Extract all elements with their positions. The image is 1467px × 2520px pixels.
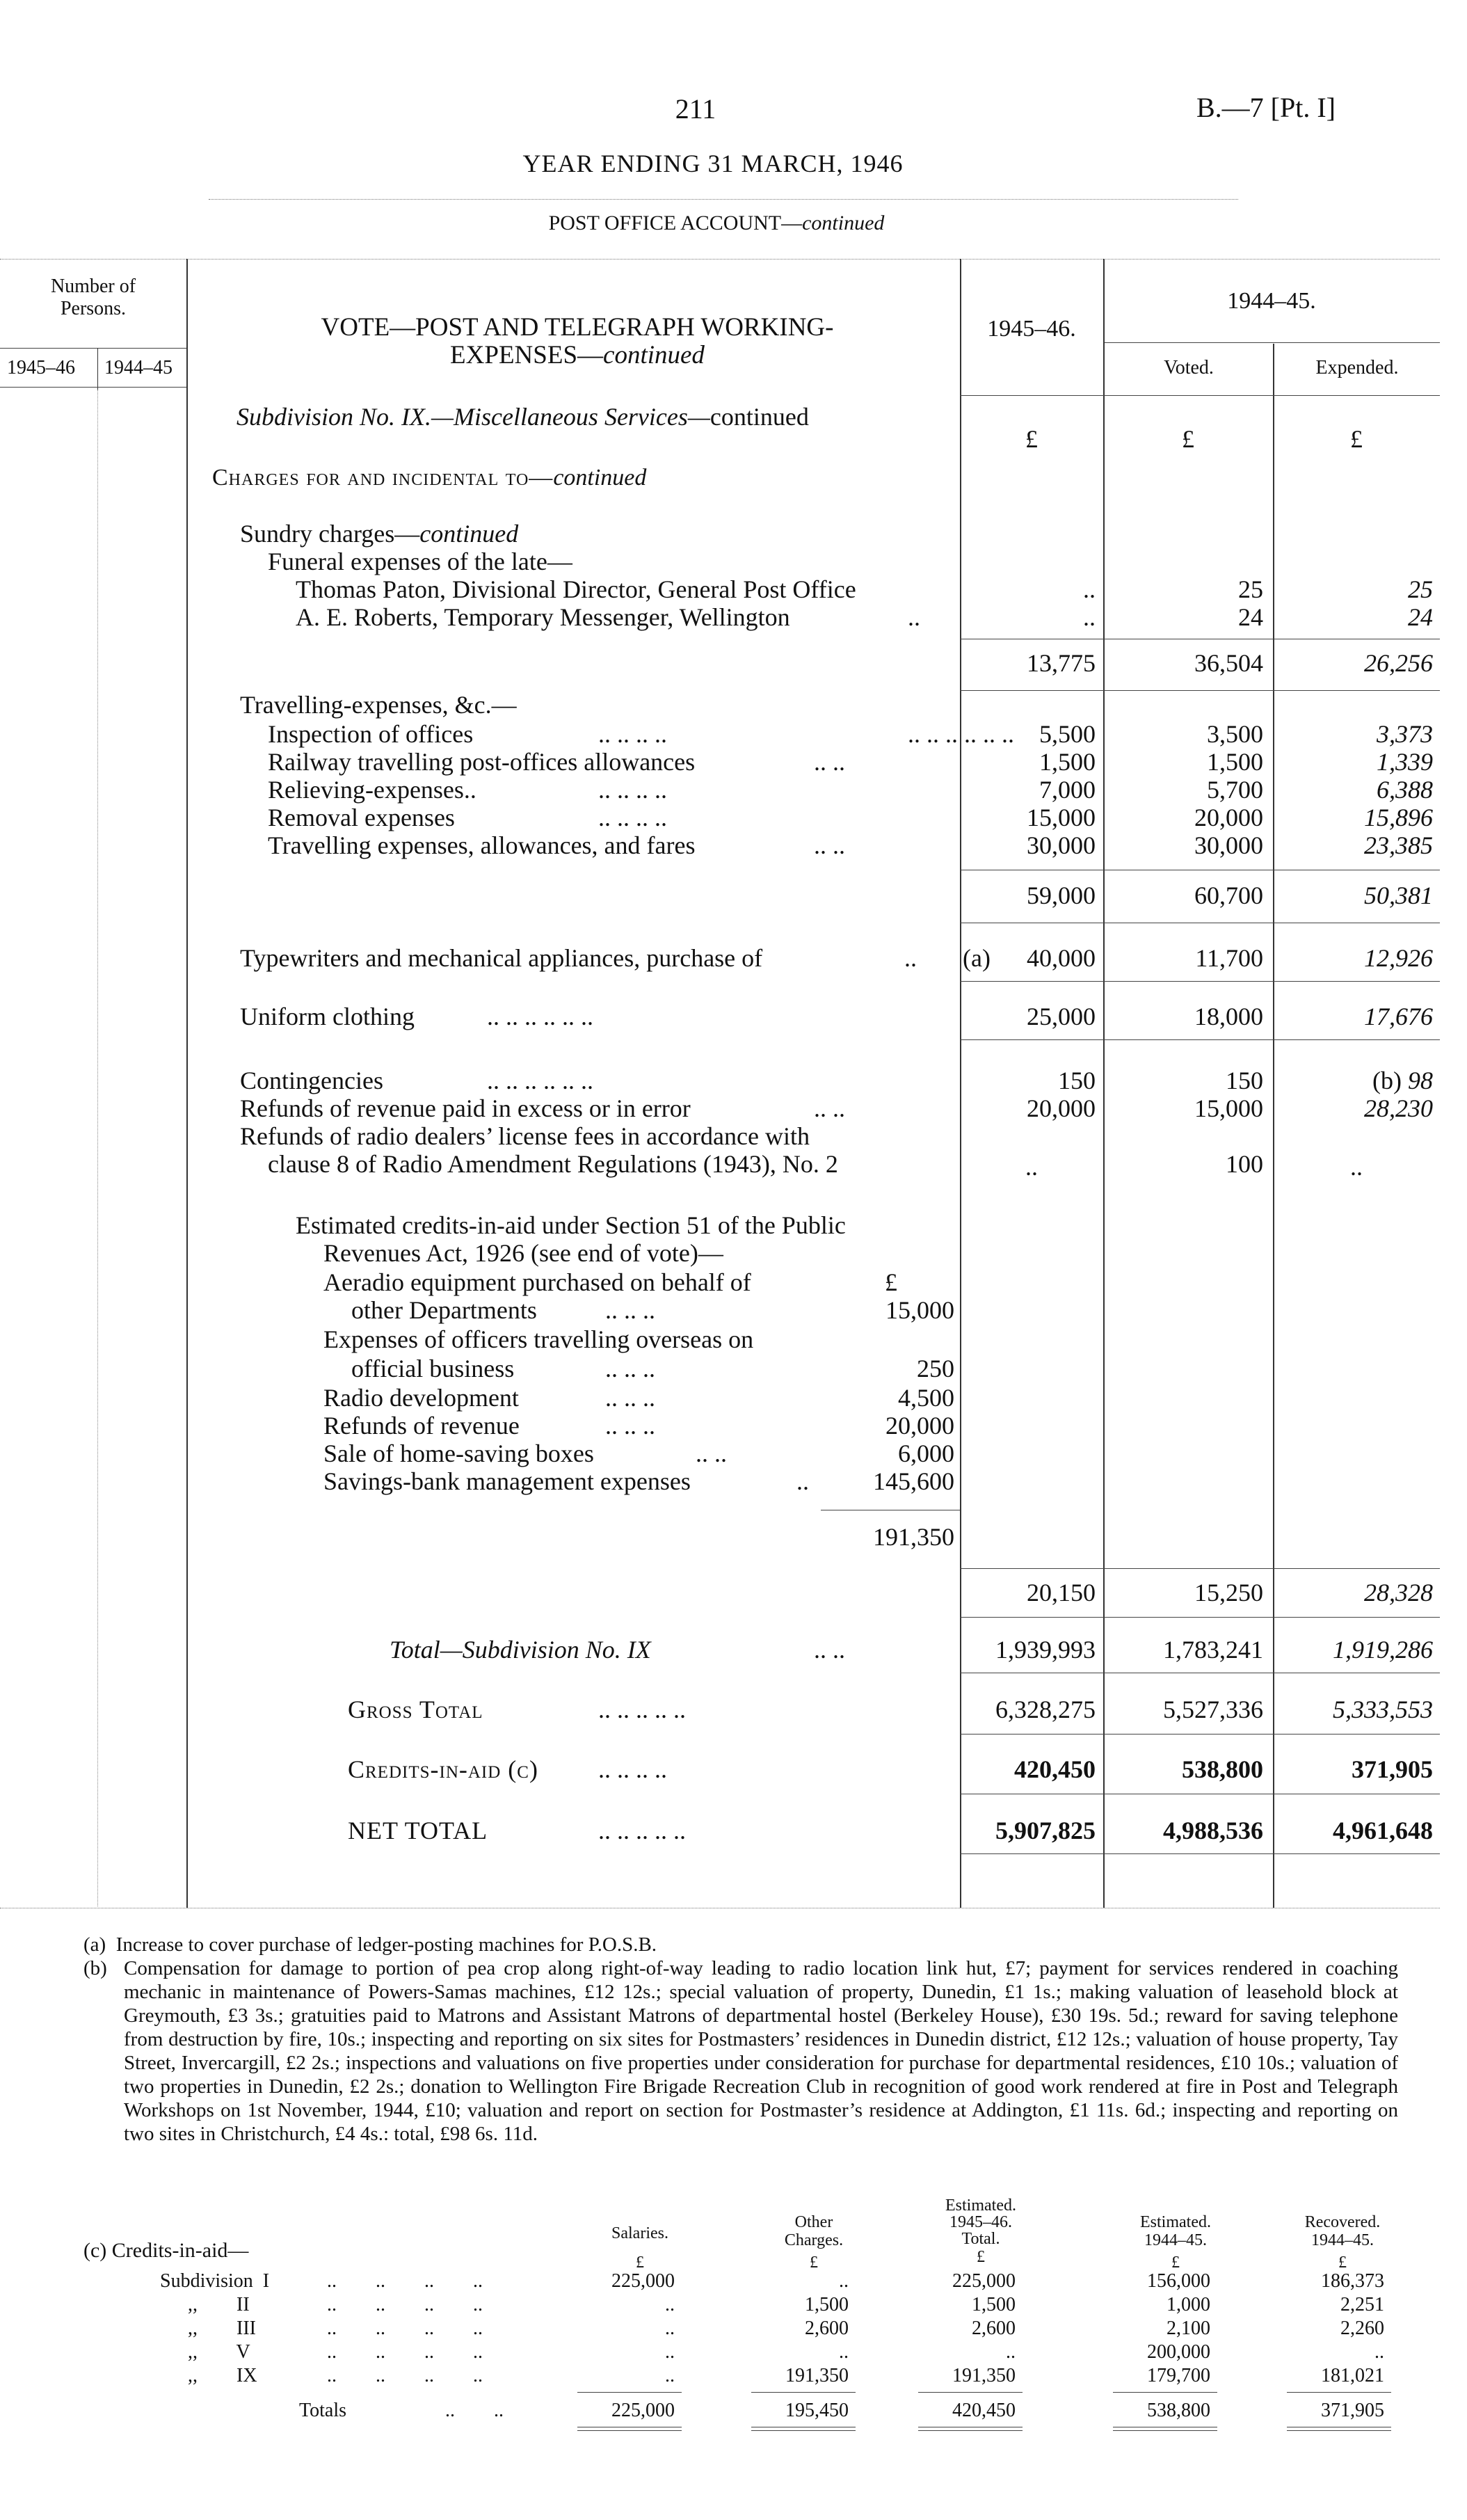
leader-dots: ..: [904, 944, 917, 972]
travelling-row-voted: 3,500: [1207, 720, 1263, 748]
document-reference: B.—7 [Pt. I]: [1196, 92, 1336, 123]
credits-header-est46-3: Total.: [961, 2230, 1000, 2248]
credits-row-rec: 186,373: [1321, 2270, 1384, 2292]
leader-dots: ..: [908, 603, 920, 631]
leader-dots: .. .. .. ..: [327, 2270, 483, 2292]
credits-box-total: 191,350: [873, 1523, 954, 1551]
contingencies-1945: 150: [1058, 1067, 1096, 1094]
travelling-row-label: Relieving-expenses..: [268, 776, 476, 804]
leader-dots: .. ..: [814, 1636, 845, 1664]
gross-total-expended: 5,333,553: [1333, 1696, 1433, 1723]
credits-currency: £: [885, 1268, 897, 1296]
travelling-subtotal-expended: 50,381: [1364, 882, 1433, 909]
credits-intro-line2: Revenues Act, 1926 (see end of vote)—: [323, 1239, 723, 1267]
page-number: 211: [675, 93, 716, 125]
leader-dots: .. .. .. ..: [327, 2365, 483, 2386]
credits-table-title: (c) Credits-in-aid—: [83, 2239, 249, 2262]
officers-line1: Expenses of officers travelling overseas on: [323, 1325, 754, 1353]
credits-total-rule: [577, 2392, 682, 2393]
aeradio-value: 15,000: [885, 1296, 954, 1324]
leader-dots: .. .. .. ..: [327, 2294, 483, 2315]
subtotal-rule: [960, 1617, 1440, 1618]
credits-header-salaries: Salaries.: [611, 2224, 668, 2242]
credits-row-label: ,, V: [188, 2341, 250, 2363]
subdivision-total-expended: 1,919,286: [1333, 1636, 1433, 1664]
header-voted: Voted.: [1164, 357, 1214, 378]
travelling-row-voted: 5,700: [1207, 776, 1263, 804]
credits-in-aid-label: Credits-in-aid (c): [348, 1755, 538, 1783]
sundry-row-1945: ..: [1083, 575, 1096, 603]
subtotal-rule: [960, 690, 1440, 691]
credits-in-aid-voted: 538,800: [1182, 1755, 1263, 1783]
credits-row-label: ,, IX: [188, 2365, 257, 2386]
credit-item-value: 6,000: [898, 1440, 954, 1467]
group-total-1945: 20,150: [1027, 1579, 1096, 1606]
credits-currency: £: [1171, 2254, 1180, 2272]
credits-totals-rec: 371,905: [1321, 2400, 1384, 2421]
credits-totals-label: Totals: [299, 2400, 347, 2421]
gross-total-voted: 5,527,336: [1163, 1696, 1263, 1723]
subdivision-total-voted: 1,783,241: [1163, 1636, 1263, 1664]
credits-header-est45-1: Estimated.: [1140, 2213, 1211, 2231]
footnote-b-mark: (b): [83, 1957, 107, 1979]
travelling-row-1945: 5,500: [1039, 720, 1096, 748]
credits-header-est46-2: 1945–46.: [949, 2213, 1012, 2231]
group-total-voted: 15,250: [1194, 1579, 1263, 1606]
footnote-ref-a: (a): [963, 944, 991, 972]
gross-total-1945: 6,328,275: [995, 1696, 1096, 1723]
persons-year-prev: 1944–45: [104, 357, 173, 378]
radio-refunds-voted: 100: [1226, 1150, 1263, 1178]
credits-currency: £: [636, 2254, 644, 2272]
header-rule: [209, 199, 1238, 200]
credits-row-rec: 181,021: [1321, 2365, 1384, 2386]
credit-item-value: 145,600: [873, 1467, 954, 1495]
credits-row-salaries: ..: [665, 2365, 675, 2386]
credits-row-est46: 1,500: [972, 2294, 1016, 2315]
credits-double-rule: [1287, 2427, 1391, 2431]
credits-header-rec-2: 1944–45.: [1311, 2231, 1374, 2249]
credits-row-other: ..: [839, 2341, 849, 2363]
credit-item-label: Savings-bank management expenses: [323, 1467, 691, 1495]
credits-row-rec: 2,260: [1340, 2318, 1384, 2339]
credits-row-est45: 179,700: [1147, 2365, 1210, 2386]
sundry-subtotal-voted: 36,504: [1194, 649, 1263, 677]
refunds-expended: 28,230: [1364, 1094, 1433, 1122]
typewriters-label: Typewriters and mechanical appliances, purchase of: [240, 944, 763, 972]
sundry-subtotal-1945: 13,775: [1027, 649, 1096, 677]
net-total-label: NET TOTAL: [348, 1817, 488, 1844]
credits-row-salaries: ..: [665, 2294, 675, 2315]
leader-dots: .. .. ..: [605, 1296, 655, 1324]
leader-dots: .. .. ..: [605, 1412, 655, 1440]
travelling-row-1945: 15,000: [1027, 804, 1096, 831]
contingencies-voted: 150: [1226, 1067, 1263, 1094]
credits-row-other: ..: [839, 2270, 849, 2292]
credits-currency: £: [1338, 2254, 1347, 2272]
uniform-1945: 25,000: [1027, 1003, 1096, 1030]
leader-dots: .. .. ..: [605, 1355, 655, 1382]
sundry-row-expended: 24: [1408, 603, 1433, 631]
credits-currency: £: [977, 2248, 985, 2266]
currency-expended: £: [1350, 425, 1363, 453]
travelling-row-1945: 1,500: [1039, 748, 1096, 776]
sundry-row-expended: 25: [1408, 575, 1433, 603]
credits-double-rule: [577, 2427, 682, 2431]
credits-total-rule: [1113, 2392, 1217, 2393]
travelling-row-label: Travelling expenses, allowances, and fares: [268, 831, 696, 859]
persons-year-rule: [0, 387, 186, 388]
officers-line2: official business: [351, 1355, 515, 1382]
credits-header-est46-1: Estimated.: [945, 2196, 1016, 2215]
currency-voted: £: [1182, 425, 1194, 453]
credits-header-other-1: Other: [794, 2213, 833, 2231]
radio-refunds-expended: ..: [1350, 1153, 1363, 1181]
persons-year-current: 1945–46: [7, 357, 75, 378]
credit-item-value: 20,000: [885, 1412, 954, 1440]
subdivision-total-label: Total—Subdivision No. IX: [390, 1636, 651, 1664]
credits-totals-est46: 420,450: [952, 2400, 1016, 2421]
credits-total-rule: [1287, 2392, 1391, 2393]
travelling-row-label: Removal expenses: [268, 804, 455, 831]
travelling-row-voted: 20,000: [1194, 804, 1263, 831]
travelling-row-expended: 15,896: [1364, 804, 1433, 831]
credits-row-rec: ..: [1374, 2341, 1384, 2363]
header-year-prev: 1944–45.: [1227, 288, 1316, 314]
sundry-row-voted: 24: [1238, 603, 1263, 631]
credits-totals-est45: 538,800: [1147, 2400, 1210, 2421]
leader-dots: .. .. .. ..: [598, 720, 667, 748]
credits-row-other: 1,500: [805, 2294, 849, 2315]
leader-dots: .. .. ..: [605, 1384, 655, 1412]
travelling-heading: Travelling-expenses, &c.—: [240, 691, 517, 719]
travelling-row-expended: 3,373: [1377, 720, 1433, 748]
refunds-1945: 20,000: [1027, 1094, 1096, 1122]
travelling-row-1945: 30,000: [1027, 831, 1096, 859]
uniform-expended: 17,676: [1364, 1003, 1433, 1030]
credits-row-rec: 2,251: [1340, 2294, 1384, 2315]
credits-double-rule: [1113, 2427, 1217, 2431]
credits-row-est45: 1,000: [1167, 2294, 1210, 2315]
radio-refunds-line2: clause 8 of Radio Amendment Regulations (1943), No. 2: [268, 1150, 838, 1178]
typewriters-expended: 12,926: [1364, 944, 1433, 972]
leader-dots: .. .. .. .. ..: [598, 1817, 686, 1844]
travelling-row-label: Inspection of offices: [268, 720, 474, 748]
subtotal-rule: [960, 1568, 1440, 1569]
contingencies-label: Contingencies: [240, 1067, 383, 1094]
gross-total-label: Gross Total: [348, 1696, 483, 1723]
credits-row-other: 2,600: [805, 2318, 849, 2339]
vote-title-line1: VOTE—POST AND TELEGRAPH WORKING-: [321, 313, 834, 342]
persons-dotted-rule: [97, 390, 98, 1906]
credits-row-est46: 2,600: [972, 2318, 1016, 2339]
credits-intro-line1: Estimated credits-in-aid under Section 51 of the Public: [296, 1211, 846, 1239]
credits-in-aid-expended: 371,905: [1352, 1755, 1433, 1783]
credits-row-est45: 200,000: [1147, 2341, 1210, 2363]
aeradio-line2: other Departments: [351, 1296, 537, 1324]
sundry-subtotal-expended: 26,256: [1364, 649, 1433, 677]
credits-header-other-2: Charges.: [784, 2231, 844, 2249]
sundry-row-voted: 25: [1238, 575, 1263, 603]
leader-dots: .. .. .. .. .. ..: [487, 1067, 593, 1094]
typewriters-voted: 11,700: [1195, 944, 1263, 972]
aeradio-line1: Aeradio equipment purchased on behalf of: [323, 1268, 751, 1296]
leader-dots: .. ..: [445, 2400, 504, 2421]
net-total-1945: 5,907,825: [995, 1817, 1096, 1844]
radio-refunds-1945: ..: [1025, 1153, 1038, 1181]
leader-dots: .. .. .. ..: [598, 804, 667, 831]
currency-1945: £: [1025, 425, 1038, 453]
sundry-row-label: Thomas Paton, Divisional Director, General Post Office: [296, 575, 856, 603]
header-bottom-rule: [960, 395, 1440, 396]
leader-dots: .. ..: [696, 1440, 727, 1467]
credits-row-label: Subdivision I: [160, 2270, 270, 2292]
credits-header-rec-1: Recovered.: [1304, 2213, 1381, 2231]
uniform-voted: 18,000: [1194, 1003, 1263, 1030]
travelling-subtotal-1945: 59,000: [1027, 882, 1096, 909]
persons-split-rule: [97, 348, 98, 390]
leader-dots: .. ..: [814, 748, 845, 776]
credit-item-label: Sale of home-saving boxes: [323, 1440, 594, 1467]
travelling-row-label: Railway travelling post-offices allowances: [268, 748, 696, 776]
credits-row-label: ,, III: [188, 2318, 256, 2339]
funeral-heading: Funeral expenses of the late—: [268, 548, 572, 575]
account-title: POST OFFICE ACCOUNT—continued: [548, 212, 885, 234]
contingencies-expended: (b) 98: [1372, 1067, 1433, 1094]
uniform-label: Uniform clothing: [240, 1003, 415, 1030]
refunds-voted: 15,000: [1194, 1094, 1263, 1122]
credits-totals-salaries: 225,000: [611, 2400, 675, 2421]
leader-dots: ..: [796, 1467, 809, 1495]
credits-totals-other: 195,450: [785, 2400, 849, 2421]
credits-row-est45: 2,100: [1167, 2318, 1210, 2339]
travelling-row-1945: 7,000: [1039, 776, 1096, 804]
travelling-row-expended: 23,385: [1364, 831, 1433, 859]
leader-dots: .. ..: [814, 831, 845, 859]
persons-column-rule: [186, 259, 188, 1908]
leader-dots: .. ..: [814, 1094, 845, 1122]
travelling-subtotal-voted: 60,700: [1194, 882, 1263, 909]
leader-dots: .. .. .. .. ..: [598, 1696, 686, 1723]
travelling-row-voted: 1,500: [1207, 748, 1263, 776]
credits-in-aid-1945: 420,450: [1014, 1755, 1096, 1783]
leader-dots: .. .. .. .. .. ..: [487, 1003, 593, 1030]
charges-heading: Charges for and incidental to—continued: [212, 465, 647, 491]
credits-currency: £: [810, 2254, 818, 2272]
sundry-row-label: A. E. Roberts, Temporary Messenger, Wellington: [296, 603, 790, 631]
officers-value: 250: [917, 1355, 954, 1382]
leader-dots: .. .. .. .. .. ..: [908, 720, 1014, 748]
footnote-a: (a) Increase to cover purchase of ledger-posting machines for P.O.S.B.: [83, 1933, 657, 1956]
persons-header: Number of Persons.: [50, 276, 136, 319]
credits-header-est45-2: 1944–45.: [1144, 2231, 1207, 2249]
table-top-rule: [0, 259, 1440, 260]
travelling-row-expended: 1,339: [1377, 748, 1433, 776]
credits-total-rule: [751, 2392, 856, 2393]
subdivision-heading: Subdivision No. IX.—Miscellaneous Services—continued: [237, 403, 809, 431]
year-title: YEAR ENDING 31 MARCH, 1946: [522, 150, 904, 177]
subtotal-rule: [960, 1734, 1440, 1735]
subtotal-rule: [960, 981, 1440, 982]
radio-refunds-line1: Refunds of radio dealers’ license fees in accordance with: [240, 1122, 810, 1150]
header-expended: Expended.: [1315, 357, 1399, 378]
sundry-heading: Sundry charges—continued: [240, 520, 519, 548]
travelling-row-expended: 6,388: [1377, 776, 1433, 804]
credits-row-est46: 191,350: [952, 2365, 1016, 2386]
leader-dots: .. .. .. ..: [327, 2318, 483, 2339]
net-total-voted: 4,988,536: [1163, 1817, 1263, 1844]
credit-item-label: Refunds of revenue: [323, 1412, 520, 1440]
subtotal-rule: [960, 1853, 1440, 1854]
year-prev-rule: [1105, 342, 1440, 343]
credits-row-other: 191,350: [785, 2365, 849, 2386]
refunds-label: Refunds of revenue paid in excess or in error: [240, 1094, 691, 1122]
credits-row-salaries: ..: [665, 2341, 675, 2363]
subtotal-rule: [960, 1039, 1440, 1040]
vote-title-line2: EXPENSES—continued: [450, 341, 705, 369]
subdivision-total-1945: 1,939,993: [995, 1636, 1096, 1664]
credits-row-salaries: 225,000: [611, 2270, 675, 2292]
group-total-expended: 28,328: [1364, 1579, 1433, 1606]
leader-dots: .. .. .. ..: [327, 2341, 483, 2363]
credit-item-label: Radio development: [323, 1384, 519, 1412]
net-total-expended: 4,961,648: [1333, 1817, 1433, 1844]
leader-dots: .. .. .. ..: [598, 1755, 667, 1783]
typewriters-1945: 40,000: [1027, 944, 1096, 972]
persons-header-rule: [0, 348, 186, 349]
credits-row-salaries: ..: [665, 2318, 675, 2339]
credits-row-est46: 225,000: [952, 2270, 1016, 2292]
footnote-b: Compensation for damage to portion of pea crop along right-of-way leading to radio location link hut, £7; payment for services rendered in coaching mechanic in maintenance of Powers-Samas machines, £12 12s.; special valuation of property, Dunedin, £1 1s.; making valuation of leasehold block at Greymouth, £3 3s.; gratuities paid to Matrons and Assistant Matrons of departmental hostel (Berkeley House), £30 19s. 5d.; reward for saving telephone from destruction by fire, 10s.; inspecting and reporting on six sites for Postmasters’ residences in Dunedin district, £12 12s.; valuation of house property, Tay Street, Invercargill, £2 2s.; inspections and valuations on five properties under consideration for purchase for departmental residences, £10 10s.; valuation of two properties in Dunedin, £2 2s.; donation to Wellington Fire Brigade Recreation Club in recognition of good work rendered at fire in Post and Telegraph Workshops on 1st November, 1944, £10; valuation and report on section for Postmaster’s residence at Addington, £1 11s. 6d.; inspecting and reporting on two sites in Christchurch, £4 4s.: total, £98 6s. 11d.: [124, 1957, 1398, 2145]
credits-double-rule: [751, 2427, 856, 2431]
credits-total-rule: [918, 2392, 1023, 2393]
credits-row-label: ,, II: [188, 2294, 250, 2315]
header-year-current: 1945–46.: [987, 316, 1076, 342]
credits-double-rule: [918, 2427, 1023, 2431]
credits-row-est45: 156,000: [1147, 2270, 1210, 2292]
credit-item-value: 4,500: [898, 1384, 954, 1412]
travelling-row-voted: 30,000: [1194, 831, 1263, 859]
credits-row-est46: ..: [1006, 2341, 1016, 2363]
leader-dots: .. .. .. ..: [598, 776, 667, 804]
sundry-row-1945: ..: [1083, 603, 1096, 631]
